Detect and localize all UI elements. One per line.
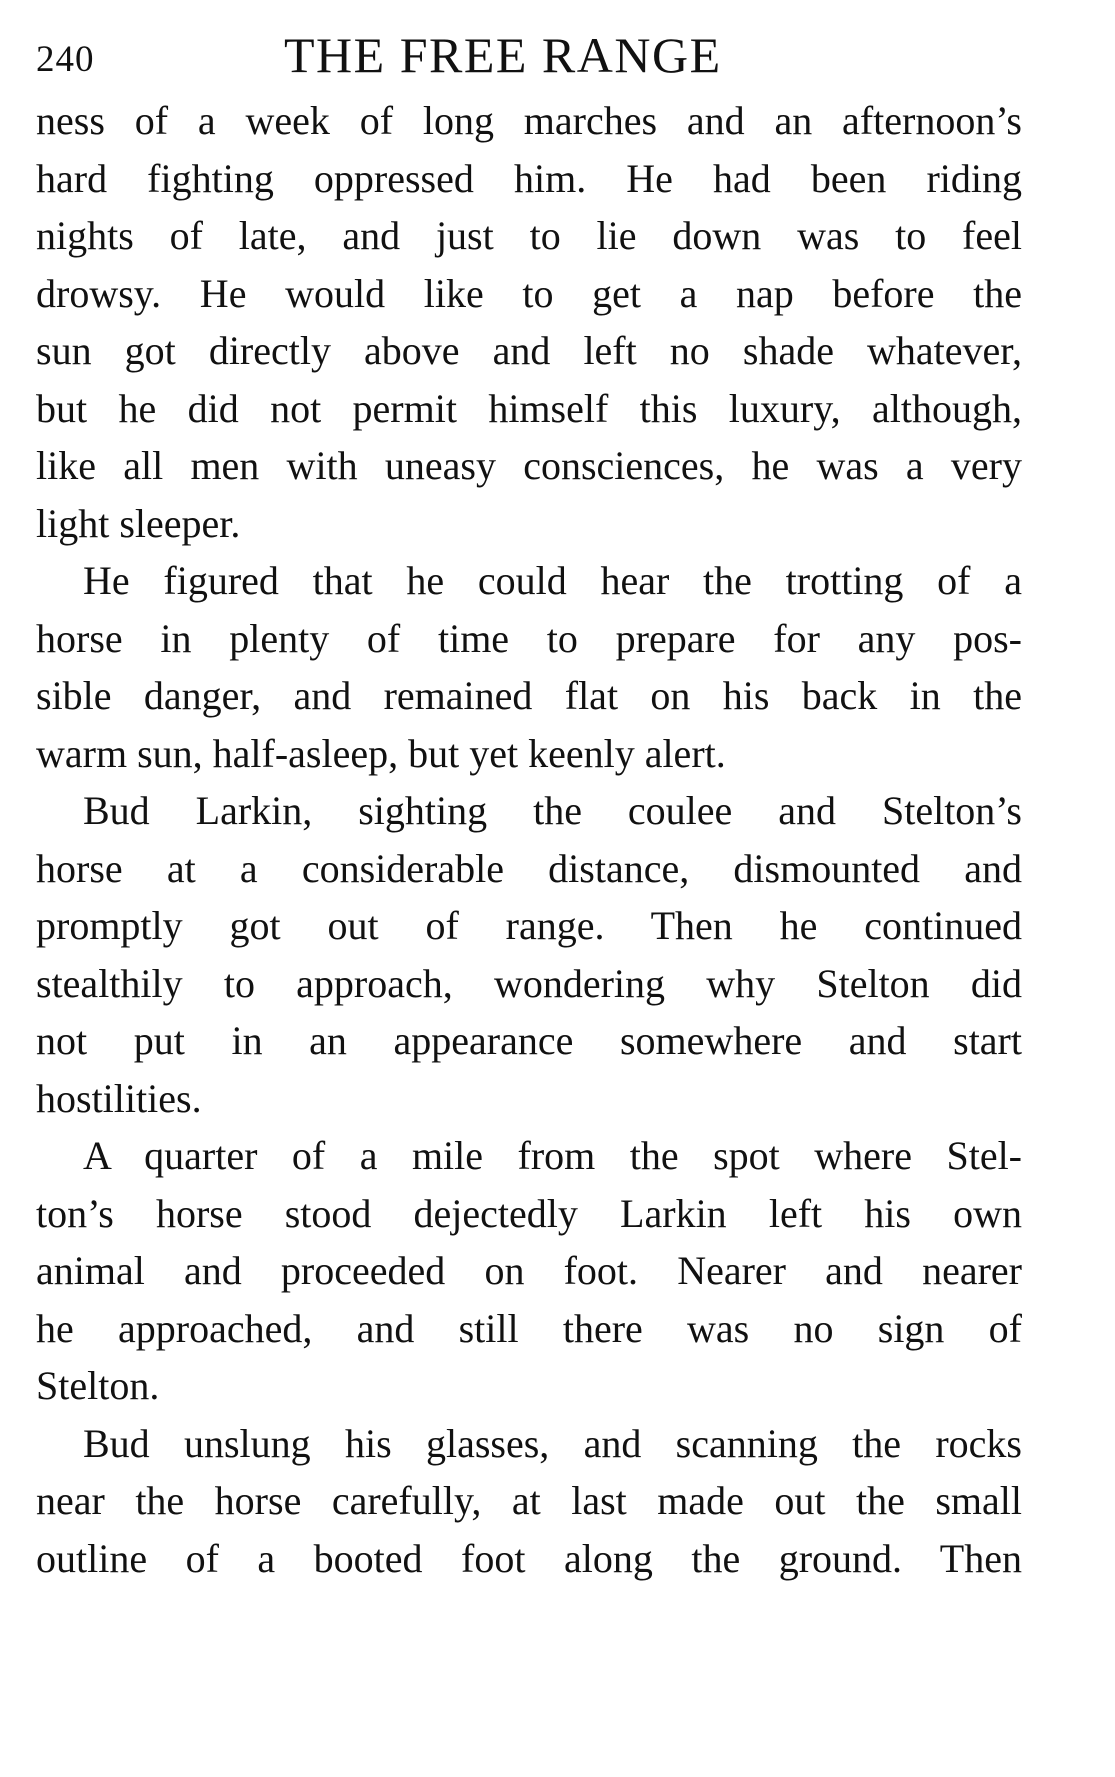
text-line: promptly got out of range. Then he continued [36,903,1022,948]
text-line: ness of a week of long marches and an afternoon’s [36,98,1022,143]
text-line: hard fighting oppressed him. He had been riding [36,155,1022,201]
text-line: light sleeper. [36,500,241,546]
text-line: sun got directly above and left no shade whatever, [36,328,1022,373]
text-line: not put in an appearance somewhere and start [36,1018,1022,1063]
text-line: like all men with uneasy consciences, he was a very [36,443,1022,488]
running-title: THE FREE RANGE [284,27,722,83]
running-header [36,26,1022,92]
text-line: animal and proceeded on foot. Nearer and nearer [36,1248,1022,1293]
text-line: drowsy. He would like to get a nap before the [36,270,1022,316]
text-line: horse at a considerable distance, dismounted and [36,845,1022,891]
text-line: horse in plenty of time to prepare for any pos- [36,615,1022,661]
text-line: sible danger, and remained flat on his back in the [36,673,1022,718]
text-line: near the horse carefully, at last made out the small [36,1478,1022,1523]
text-line: Bud Larkin, sighting the coulee and Stelton’s [83,788,1022,833]
text-line: ton’s horse stood dejectedly Larkin left his own [36,1190,1022,1236]
text-line: He figured that he could hear the trotting of a [83,558,1022,603]
text-line: hostilities. [36,1075,202,1121]
text-line: he approached, and still there was no sign of [36,1305,1022,1351]
text-line: Stelton. [36,1363,160,1408]
text-line: stealthily to approach, wondering why Stelton did [36,960,1022,1006]
book-page [36,26,1022,1587]
text-line: warm sun, half-asleep, but yet keenly alert. [36,730,726,776]
text-line: outline of a booted foot along the ground. Then [36,1535,1022,1581]
text-line: nights of late, and just to lie down was to feel [36,213,1022,258]
text-line: Bud unslung his glasses, and scanning the rocks [83,1420,1022,1466]
body-text [36,92,1022,1587]
page-number: 240 [36,39,95,80]
text-line: but he did not permit himself this luxury, although, [36,385,1022,431]
text-line: A quarter of a mile from the spot where Stel- [83,1133,1022,1178]
